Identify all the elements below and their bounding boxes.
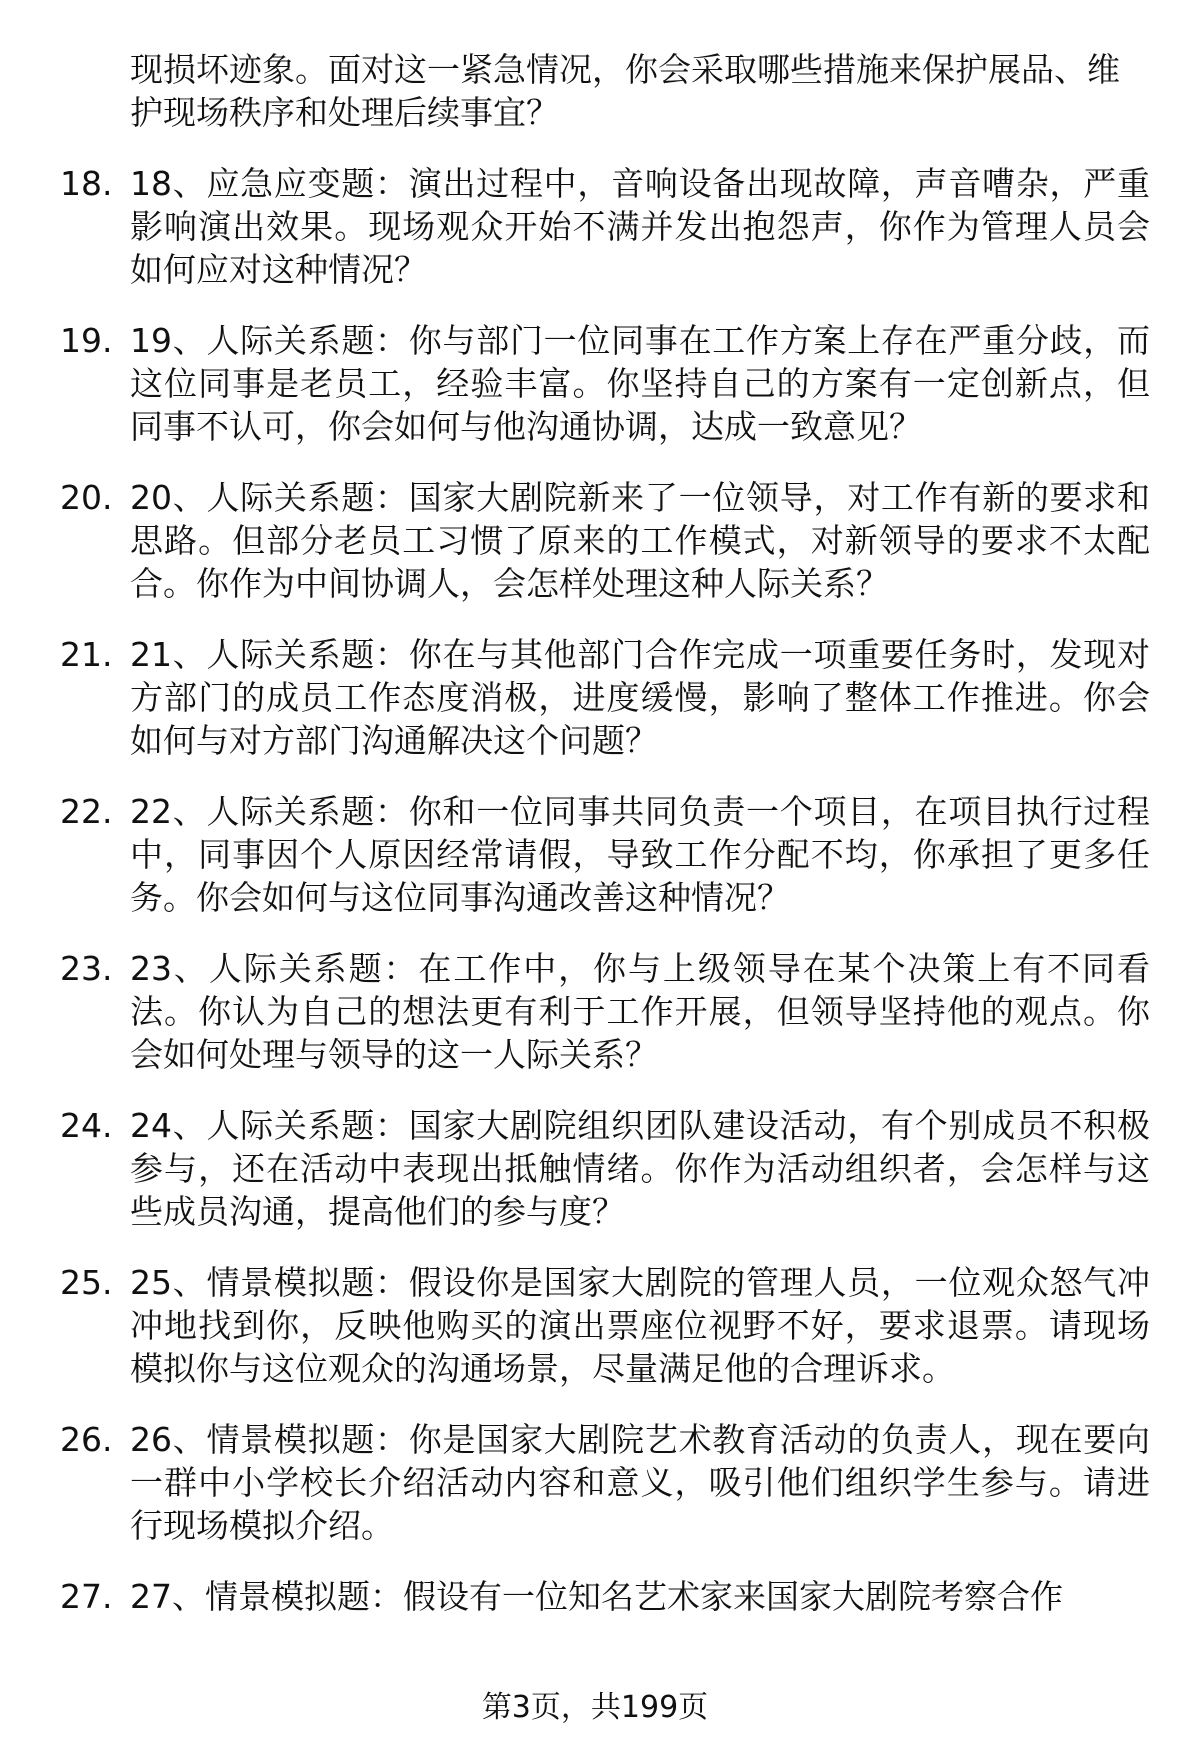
question-number: 19.	[60, 321, 113, 360]
question-item-18	[60, 162, 1150, 291]
question-text: 26、情景模拟题：你是国家大剧院艺术教育活动的负责人，现在要向一群中小学校长介绍活动内容和意义，吸引他们组织学生参与。请进行现场模拟介绍。	[130, 1420, 1150, 1545]
question-item-23	[60, 947, 1150, 1076]
question-text: 18、应急应变题：演出过程中，音响设备出现故障，声音嘈杂，严重影响演出效果。现场观众开始不满并发出抱怨声，你作为管理人员会如何应对这种情况？	[130, 164, 1150, 289]
question-item-26	[60, 1418, 1150, 1547]
continued-question-text: 现损坏迹象。面对这一紧急情况，你会采取哪些措施来保护展品、维护现场秩序和处理后续事宜？	[130, 50, 1120, 132]
question-item-22	[60, 790, 1150, 919]
question-number: 20.	[60, 478, 113, 517]
question-text: 20、人际关系题：国家大剧院新来了一位领导，对工作有新的要求和思路。但部分老员工习惯了原来的工作模式，对新领导的要求不太配合。你作为中间协调人，会怎样处理这种人际关系？	[130, 478, 1150, 603]
question-text: 27、情景模拟题：假设有一位知名艺术家来国家大剧院考察合作	[130, 1577, 1063, 1616]
question-text: 23、人际关系题：在工作中，你与上级领导在某个决策上有不同看法。你认为自己的想法更有利于工作开展，但领导坚持他的观点。你会如何处理与领导的这一人际关系？	[130, 949, 1150, 1074]
question-item-25	[60, 1261, 1150, 1390]
question-number: 18.	[60, 164, 113, 203]
question-number: 23.	[60, 949, 113, 988]
question-item-19	[60, 319, 1150, 448]
question-text: 22、人际关系题：你和一位同事共同负责一个项目，在项目执行过程中，同事因个人原因经常请假，导致工作分配不均，你承担了更多任务。你会如何与这位同事沟通改善这种情况？	[130, 792, 1150, 917]
page-footer: 第3页，共199页	[481, 1690, 709, 1725]
question-item-20	[60, 476, 1150, 605]
question-item-24	[60, 1104, 1150, 1233]
question-number: 21.	[60, 635, 113, 674]
question-number: 24.	[60, 1106, 113, 1145]
question-text: 25、情景模拟题：假设你是国家大剧院的管理人员，一位观众怒气冲冲地找到你，反映他购买的演出票座位视野不好，要求退票。请现场模拟你与这位观众的沟通场景，尽量满足他的合理诉求。	[130, 1263, 1150, 1388]
question-number: 25.	[60, 1263, 113, 1302]
question-number: 26.	[60, 1420, 113, 1459]
question-number: 22.	[60, 792, 113, 831]
question-item-21	[60, 633, 1150, 762]
question-text: 24、人际关系题：国家大剧院组织团队建设活动，有个别成员不积极参与，还在活动中表现出抵触情绪。你作为活动组织者，会怎样与这些成员沟通，提高他们的参与度？	[130, 1106, 1150, 1231]
question-item-27	[60, 1575, 1150, 1618]
question-text: 21、人际关系题：你在与其他部门合作完成一项重要任务时，发现对方部门的成员工作态度消极，进度缓慢，影响了整体工作推进。你会如何与对方部门沟通解决这个问题？	[130, 635, 1150, 760]
question-number: 27.	[60, 1577, 113, 1616]
question-text: 19、人际关系题：你与部门一位同事在工作方案上存在严重分歧，而这位同事是老员工，经验丰富。你坚持自己的方案有一定创新点，但同事不认可，你会如何与他沟通协调，达成一致意见？	[130, 321, 1150, 446]
question-list	[60, 48, 1150, 1646]
